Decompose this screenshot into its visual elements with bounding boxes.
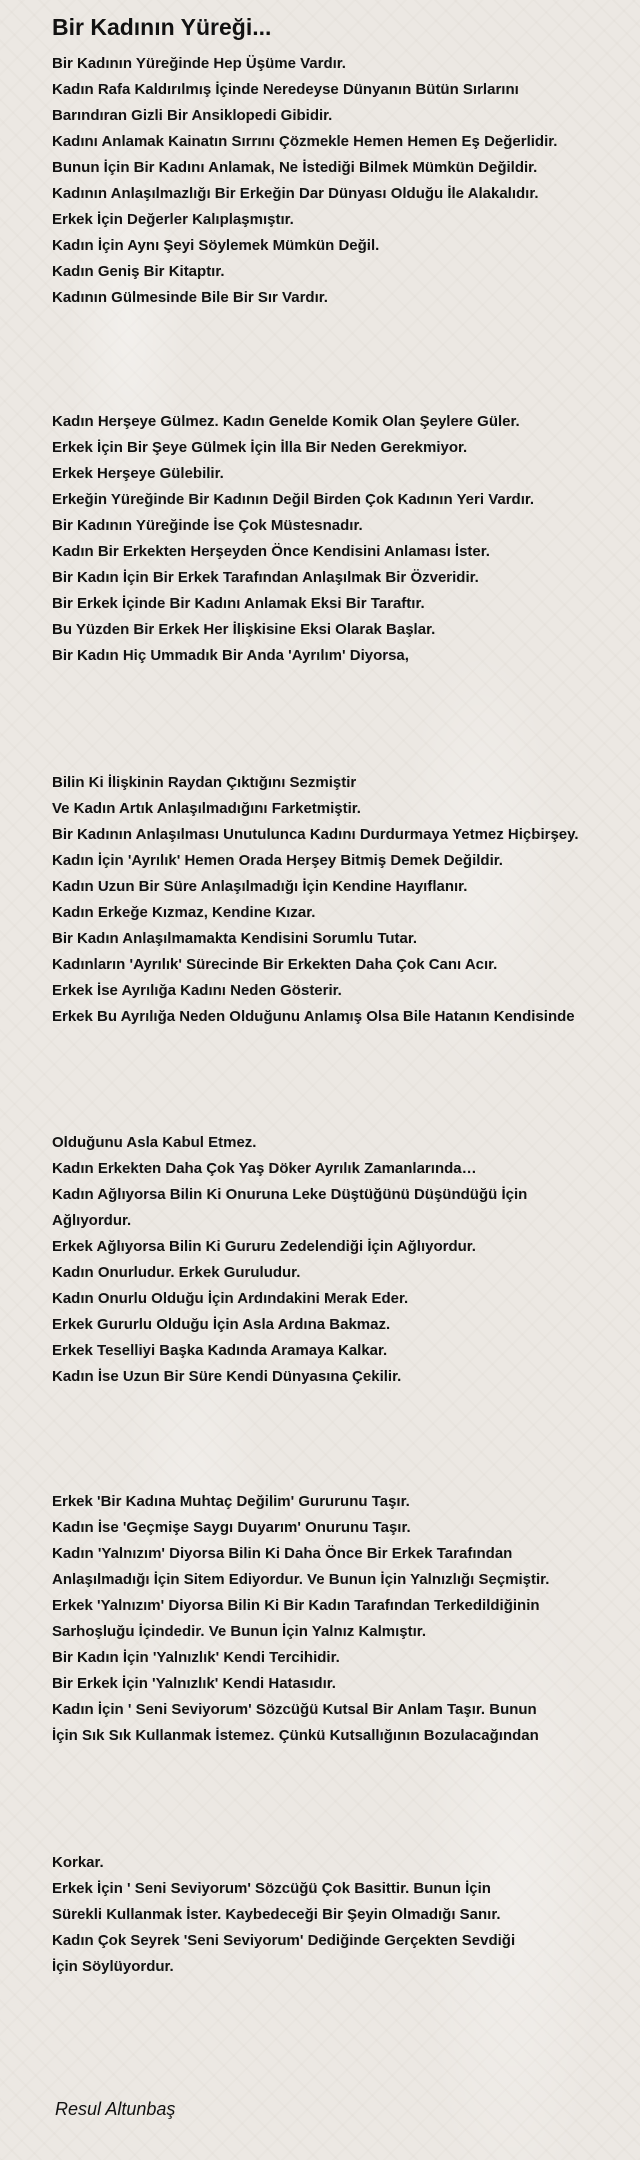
- stanza-3: [52, 770, 632, 1030]
- author-name: Resul Altunbaş: [55, 2099, 176, 2119]
- poem-line: Erkek Herşeye Gülebilir.: [52, 465, 224, 482]
- poem-line: Olduğunu Asla Kabul Etmez.: [52, 1134, 257, 1151]
- poem-line: Kadın İçin 'Ayrılık' Hemen Orada Herşey Bitmiş Demek Değildir.: [52, 852, 503, 869]
- stanza-4: [52, 1130, 632, 1390]
- poem-line: Kadın İçin ' Seni Seviyorum' Sözcüğü Kutsal Bir Anlam Taşır. Bunun: [52, 1701, 537, 1718]
- poem-line: Kadın İse Uzun Bir Süre Kendi Dünyasına Çekilir.: [52, 1368, 402, 1385]
- poem-line: Erkek İçin Değerler Kalıplaşmıştır.: [52, 211, 294, 228]
- poem-line: Kadın Rafa Kaldırılmış İçinde Neredeyse Dünyanın Bütün Sırlarını: [52, 81, 519, 98]
- poem-line: Erkek İçin Bir Şeye Gülmek İçin İlla Bir Neden Gerekmiyor.: [52, 439, 468, 456]
- poem-line: Kadınların 'Ayrılık' Sürecinde Bir Erkekten Daha Çok Canı Acır.: [52, 956, 498, 973]
- poem-line: Bir Kadın İçin 'Yalnızlık' Kendi Tercihidir.: [52, 1649, 340, 1666]
- poem-line: Kadını Anlamak Kainatın Sırrını Çözmekle Hemen Hemen Eş Değerlidir.: [52, 133, 558, 150]
- poem-line: Kadın 'Yalnızım' Diyorsa Bilin Ki Daha Önce Bir Erkek Tarafından: [52, 1545, 513, 1562]
- poem-line: Kadın Ağlıyorsa Bilin Ki Onuruna Leke Düştüğünü Düşündüğü İçin: [52, 1186, 528, 1203]
- poem-line: Kadın Geniş Bir Kitaptır.: [52, 263, 225, 280]
- poem-line: Erkek 'Bir Kadına Muhtaç Değilim' Gururunu Taşır.: [52, 1493, 410, 1510]
- poem-line: Erkek Bu Ayrılığa Neden Olduğunu Anlamış Olsa Bile Hatanın Kendisinde: [52, 1008, 575, 1025]
- poem-line: Bir Kadının Anlaşılması Unutulunca Kadını Durdurmaya Yetmez Hiçbirşey.: [52, 826, 579, 843]
- poem-line: Erkek İçin ' Seni Seviyorum' Sözcüğü Çok Basittir. Bunun İçin: [52, 1880, 491, 1897]
- stanza-6: [52, 1850, 632, 1980]
- poem-line: Bir Erkek İçin 'Yalnızlık' Kendi Hatasıdır.: [52, 1675, 336, 1692]
- poem-line: Kadın İse 'Geçmişe Saygı Duyarım' Onurunu Taşır.: [52, 1519, 411, 1536]
- poem-line: Kadın Çok Seyrek 'Seni Seviyorum' Dediğinde Gerçekten Sevdiği: [52, 1932, 516, 1949]
- stanza-1: [52, 51, 632, 311]
- poem-line: Bir Kadın Hiç Ummadık Bir Anda 'Ayrılım' Diyorsa,: [52, 647, 409, 664]
- poem-line: Kadın Onurludur. Erkek Guruludur.: [52, 1264, 301, 1281]
- poem-line: Bunun İçin Bir Kadını Anlamak, Ne İstediği Bilmek Mümkün Değildir.: [52, 159, 538, 176]
- poem-line: Erkek İse Ayrılığa Kadını Neden Gösterir.: [52, 982, 342, 999]
- poem-line: Kadın Bir Erkekten Herşeyden Önce Kendisini Anlaması İster.: [52, 543, 490, 560]
- poem-line: Erkek Teselliyi Başka Kadında Aramaya Kalkar.: [52, 1342, 388, 1359]
- poem-line: Barındıran Gizli Bir Ansiklopedi Gibidir.: [52, 107, 333, 124]
- poem-line: Kadın Erkekten Daha Çok Yaş Döker Ayrılık Zamanlarında…: [52, 1160, 477, 1177]
- poem-line: Bir Kadın İçin Bir Erkek Tarafından Anlaşılmak Bir Özveridir.: [52, 569, 479, 586]
- poem-line: İçin Söylüyordur.: [52, 1958, 174, 1975]
- poem-line: Bir Erkek İçinde Bir Kadını Anlamak Eksi Bir Taraftır.: [52, 595, 425, 612]
- poem-line: Kadın Erkeğe Kızmaz, Kendine Kızar.: [52, 904, 316, 921]
- poem-line: Korkar.: [52, 1854, 104, 1871]
- stanza-5: [52, 1489, 632, 1749]
- stanza-2: [52, 409, 632, 669]
- poem-line: Bilin Ki İlişkinin Raydan Çıktığını Sezmiştir: [52, 774, 357, 791]
- poem-line: Kadın İçin Aynı Şeyi Söylemek Mümkün Değil.: [52, 237, 380, 254]
- poem-line: Ve Kadın Artık Anlaşılmadığını Farketmiştir.: [52, 800, 361, 817]
- poem-line: Bir Kadının Yüreğinde İse Çok Müstesnadır.: [52, 517, 363, 534]
- poem-line: Erkek Ağlıyorsa Bilin Ki Gururu Zedelendiği İçin Ağlıyordur.: [52, 1238, 476, 1255]
- poem-title: Bir Kadının Yüreği...: [52, 14, 272, 40]
- poem-line: Erkeğin Yüreğinde Bir Kadının Değil Birden Çok Kadının Yeri Vardır.: [52, 491, 535, 508]
- poem-line: Kadının Gülmesinde Bile Bir Sır Vardır.: [52, 289, 328, 306]
- poem-line: Bir Kadının Yüreğinde Hep Üşüme Vardır.: [52, 55, 346, 72]
- poem-line: Kadın Onurlu Olduğu İçin Ardındakini Merak Eder.: [52, 1290, 409, 1307]
- poem-line: Anlaşılmadığı İçin Sitem Ediyordur. Ve Bunun İçin Yalnızlığı Seçmiştir.: [52, 1571, 550, 1588]
- poem-line: Erkek 'Yalnızım' Diyorsa Bilin Ki Bir Kadın Tarafından Terkedildiğinin: [52, 1597, 540, 1614]
- poem-line: Erkek Gururlu Olduğu İçin Asla Ardına Bakmaz.: [52, 1316, 391, 1333]
- poem-line: Kadının Anlaşılmazlığı Bir Erkeğin Dar Dünyası Olduğu İle Alakalıdır.: [52, 185, 539, 202]
- poem-line: Sürekli Kullanmak İster. Kaybedeceği Bir Şeyin Olmadığı Sanır.: [52, 1906, 501, 1923]
- poem-line: İçin Sık Sık Kullanmak İstemez. Çünkü Kutsallığının Bozulacağından: [52, 1727, 539, 1744]
- poem-line: Ağlıyordur.: [52, 1212, 132, 1229]
- poem-line: Kadın Uzun Bir Süre Anlaşılmadığı İçin Kendine Hayıflanır.: [52, 878, 468, 895]
- poem-line: Bir Kadın Anlaşılmamakta Kendisini Sorumlu Tutar.: [52, 930, 418, 947]
- poem-line: Bu Yüzden Bir Erkek Her İlişkisine Eksi Olarak Başlar.: [52, 621, 436, 638]
- poem-line: Sarhoşluğu İçindedir. Ve Bunun İçin Yalnız Kalmıştır.: [52, 1623, 426, 1640]
- poem-line: Kadın Herşeye Gülmez. Kadın Genelde Komik Olan Şeylere Güler.: [52, 413, 520, 430]
